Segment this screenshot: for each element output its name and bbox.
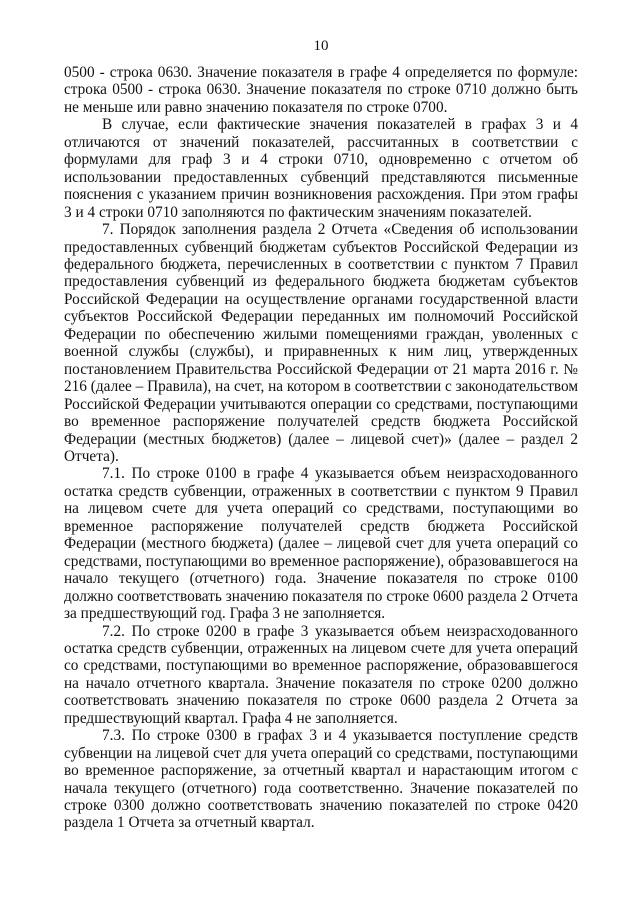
paragraph-discrepancy: В случае, если фактические значения показателей в графах 3 и 4 отличаются от значений показателей, рассчитанных в соответствии с формулами для граф 3 и 4 строки 0710, одновременно с отчетом об использовании предоставленных субвенций представляются письменные пояснения с указанием причин возникновения расхождения. При этом графы 3 и 4 строки 0710 заполняются по фактическим значениям показателей. xyxy=(64,116,578,221)
paragraph-section-7: 7. Порядок заполнения раздела 2 Отчета «Сведения об использовании предоставленных субвенций бюджетам субъектов Российской Федерации из федерального бюджета, перечисленных в соответствии с пунктом 7 Правил предоставления субвенций из федерального бюджета бюджетам субъектов Российской Федерации на осуществление органами государственной власти субъектов Российской Федерации переданных им полномочий Российской Федерации по обеспечению жилыми помещениями граждан, уволенных с военной службы (службы), и приравненных к ним лиц, утвержденных постановлением Правительства Российской Федерации от 21 марта 2016 г. № 216 (далее – Правила), на счет, на котором в соответствии с законодательством Российской Федерации учитываются операции со средствами, поступающими во временное распоряжение получателей средств бюджета Российской Федерации (местных бюджетов) (далее – лицевой счет)» (далее – раздел 2 Отчета). xyxy=(64,221,578,465)
document-body xyxy=(64,64,578,832)
paragraph-continuation: 0500 - строка 0630. Значение показателя в графе 4 определяется по формуле: строка 0500 - строка 0630. Значение показателя по строке 0710 должно быть не меньше или равно значению показателя по строке 0700. xyxy=(64,64,578,116)
document-page xyxy=(64,0,578,905)
paragraph-section-7-1: 7.1. По строке 0100 в графе 4 указывается объем неизрасходованного остатка средств субвенции, отраженных в соответствии с пунктом 9 Правил на лицевом счете для учета операций со средствами, поступающими во временное распоряжение получателей средств бюджета Российской Федерации (местного бюджета) (далее – лицевой счет для учета операций со средствами, поступающими во временное распоряжение), образовавшегося на начало текущего (отчетного) года. Значение показателя по строке 0100 должно соответствовать значению показателя по строке 0600 раздела 2 Отчета за предшествующий год. Графа 3 не заполняется. xyxy=(64,465,578,623)
paragraph-section-7-3: 7.3. По строке 0300 в графах 3 и 4 указывается поступление средств субвенции на лицевой счет для учета операций со средствами, поступающими во временное распоряжение, за отчетный квартал и нарастающим итогом с начала текущего (отчетного) года соответственно. Значение показателей по строке 0300 должно соответствовать значению показателей по строке 0420 раздела 1 Отчета за отчетный квартал. xyxy=(64,727,578,832)
page-number: 10 xyxy=(313,38,329,54)
paragraph-section-7-2: 7.2. По строке 0200 в графе 3 указывается объем неизрасходованного остатка средств субвенции, отраженных на лицевом счете для учета операций со средствами, поступающими во временное распоряжение, образовавшегося на начало отчетного квартала. Значение показателя по строке 0200 должно соответствовать значению показателя по строке 0600 раздела 2 Отчета за предшествующий квартал. Графа 4 не заполняется. xyxy=(64,622,578,727)
